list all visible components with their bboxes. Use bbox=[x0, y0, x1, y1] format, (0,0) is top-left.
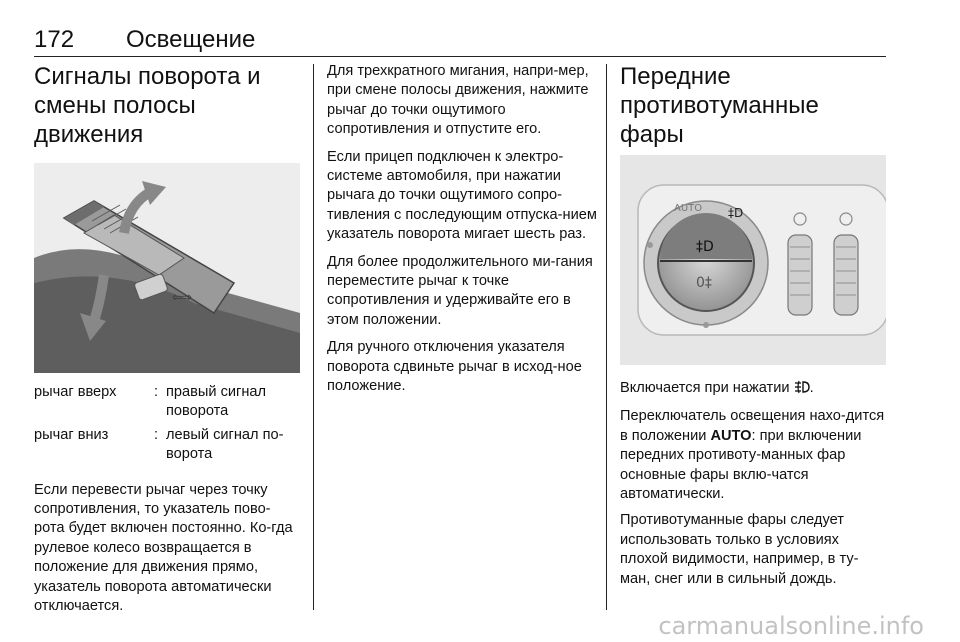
auto-mode-text-before: Переключатель освещения нахо-дится в положении bbox=[620, 408, 885, 444]
front-fog-light-icon bbox=[794, 380, 810, 400]
column-divider-2 bbox=[606, 64, 607, 610]
definition-separator: : bbox=[154, 426, 159, 443]
paragraph-permanent-signal: Если перевести рычаг через точку сопротивления, то указатель пово-рота будет включен постоянно. Ко-гда рулевое колесо возвращается в положение для движения прямо, указатель поворота автоматически отключается. bbox=[34, 481, 293, 615]
paragraph-long-blink: Для более продолжительного ми-гания переместите рычаг к точке сопротивления и удерживайте его в этом положении. bbox=[327, 253, 593, 328]
svg-text:0‡: 0‡ bbox=[696, 275, 712, 291]
header-rule bbox=[34, 56, 886, 57]
turn-signal-lever-illustration bbox=[34, 163, 300, 373]
fog-activate-text: Включается при нажатии bbox=[620, 380, 790, 396]
auto-mode-text-after: : при включении передних противоту-манных фар основные фары вклю-чатся автоматически. bbox=[620, 427, 862, 503]
definition-term: рычаг вверх bbox=[34, 384, 117, 400]
lever-definitions bbox=[34, 383, 300, 469]
column-1 bbox=[34, 62, 300, 616]
definition-desc: левый сигнал по-ворота bbox=[166, 426, 284, 463]
paragraph-fog-activate bbox=[620, 379, 886, 400]
heading-fog-lights: Передние противотуманные фары bbox=[620, 63, 819, 148]
column-divider-1 bbox=[313, 64, 314, 610]
page-number: 172 bbox=[34, 26, 75, 53]
paragraph-manual-off: Для ручного отключения указателя поворота сдвиньте рычаг в исход-ное положение. bbox=[327, 339, 582, 395]
watermark: carmanualsonline.info bbox=[658, 612, 924, 640]
definition-separator: : bbox=[154, 384, 159, 400]
page-header bbox=[34, 18, 886, 58]
svg-text:⇦⇨: ⇦⇨ bbox=[172, 290, 193, 304]
definition-desc: правый сигнал поворота bbox=[166, 384, 267, 420]
column-2 bbox=[327, 62, 597, 405]
auto-label: AUTO bbox=[674, 203, 703, 214]
light-switch-illustration bbox=[620, 155, 886, 365]
svg-text:‡D: ‡D bbox=[696, 239, 714, 255]
auto-mode-label: AUTO bbox=[710, 427, 752, 444]
definition-row-up bbox=[34, 383, 300, 426]
turn-signal-lever-figure bbox=[34, 163, 300, 373]
paragraph-trailer: Если прицеп подключен к электро-системе автомобиля, при нажатии рычага до точки ощутимого сопро-тивления с последующим отпуска-нием указатель поворота мигает шесть раз. bbox=[327, 148, 597, 243]
section-title: Освещение bbox=[126, 26, 256, 53]
light-switch-figure bbox=[620, 155, 886, 365]
definition-term: рычаг вниз bbox=[34, 426, 109, 443]
paragraph-fog-usage: Противотуманные фары следует использовать только в условиях плохой видимости, например, в ту-ман, снег или в сильный дождь. bbox=[620, 512, 859, 587]
svg-text:‡D: ‡D bbox=[728, 206, 744, 220]
paragraph-auto-mode bbox=[620, 407, 886, 504]
heading-turn-signals: Сигналы поворота и смены полосы движения bbox=[34, 63, 261, 148]
column-3 bbox=[620, 62, 886, 596]
definition-row-down bbox=[34, 426, 300, 469]
paragraph-three-blinks: Для трехкратного мигания, напри-мер, при смене полосы движения, нажмите рычаг до точки ощутимого сопротивления и отпустите его. bbox=[327, 63, 589, 138]
fog-activate-end: . bbox=[809, 380, 814, 396]
